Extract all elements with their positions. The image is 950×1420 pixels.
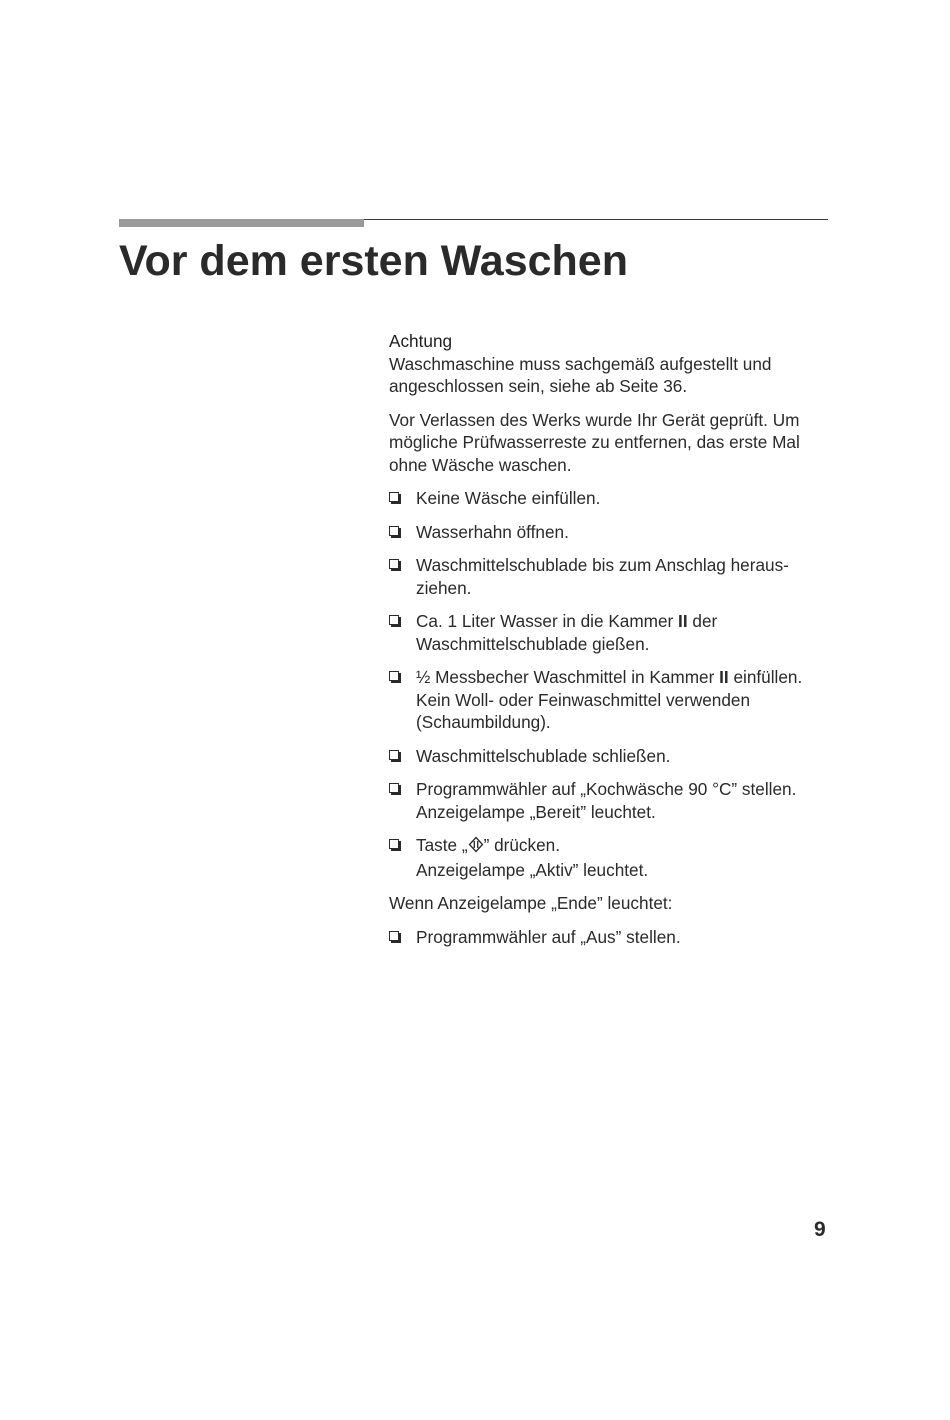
intro-text-line: ohne Wäsche waschen. [389, 454, 572, 475]
step-text-line [416, 666, 831, 689]
attention-block [389, 330, 831, 398]
step-text: Waschmittelschublade schließen. [416, 745, 671, 766]
step-text: Taste „ [416, 835, 468, 855]
start-pause-icon [468, 836, 484, 859]
checkbox-icon [389, 783, 399, 793]
list-item [389, 745, 831, 768]
step-text: Anzeigelampe „Bereit” leuchtet. [416, 801, 656, 822]
final-steps-list [389, 926, 831, 949]
step-text: einfüllen. [728, 667, 803, 687]
step-text: (Schaumbildung). [416, 712, 551, 732]
step-text: ” drücken. [483, 835, 560, 855]
page-title: Vor dem ersten Waschen [119, 237, 628, 285]
checkbox-icon [389, 750, 399, 760]
step-text: Waschmittelschublade bis zum Anschlag heraus- [416, 555, 789, 575]
attention-heading: Achtung [389, 331, 453, 351]
header-accent-bar [119, 219, 364, 227]
step-text: Ca. 1 Liter Wasser in die Kammer [416, 611, 679, 631]
step-text: Wasserhahn öffnen. [416, 521, 569, 542]
attention-text-line: angeschlossen sein, siehe ab Seite 36. [389, 376, 688, 396]
chamber-label: II [719, 667, 729, 687]
list-item [389, 521, 831, 544]
chamber-label: II [678, 611, 688, 631]
page-number: 9 [814, 1218, 826, 1241]
checkbox-icon [389, 931, 399, 941]
steps-list [389, 487, 831, 881]
list-item [389, 926, 831, 949]
intro-paragraph [389, 409, 831, 477]
list-item [389, 554, 831, 599]
checkbox-icon [389, 839, 399, 849]
list-item [389, 610, 831, 655]
checkbox-icon [389, 492, 399, 502]
content-column [389, 330, 831, 959]
checkbox-icon [389, 559, 399, 569]
step-text: ziehen. [416, 577, 472, 598]
list-item [389, 778, 831, 823]
step-text: der [687, 611, 718, 631]
checkbox-icon [389, 671, 399, 681]
step-text: ½ Messbecher Waschmittel in Kammer [416, 667, 720, 687]
intro-text-line: mögliche Prüfwasserreste zu entfernen, das erste Mal [389, 432, 800, 452]
step-text: Programmwähler auf „Kochwäsche 90 °C” stellen. [416, 779, 797, 799]
step-text-line [416, 610, 831, 633]
step-text: Programmwähler auf „Aus” stellen. [416, 926, 681, 947]
checkbox-icon [389, 526, 399, 536]
list-item [389, 834, 831, 881]
step-text: Anzeigelampe „Aktiv” leuchtet. [416, 859, 649, 880]
checkbox-icon [389, 615, 399, 625]
step-text: Keine Wäsche einfüllen. [416, 488, 601, 508]
intro-text-line: Vor Verlassen des Werks wurde Ihr Gerät geprüft. Um [389, 409, 800, 430]
list-item [389, 666, 831, 734]
step-text-line [416, 834, 831, 859]
step-text: Waschmittelschublade gießen. [416, 633, 650, 654]
when-end-text: Wenn Anzeigelampe „Ende” leuchtet: [389, 893, 673, 913]
attention-text-line: Waschmaschine muss sachgemäß aufgestellt und [389, 353, 772, 374]
list-item [389, 487, 831, 510]
step-text: Kein Woll- oder Feinwaschmittel verwenden [416, 689, 751, 710]
